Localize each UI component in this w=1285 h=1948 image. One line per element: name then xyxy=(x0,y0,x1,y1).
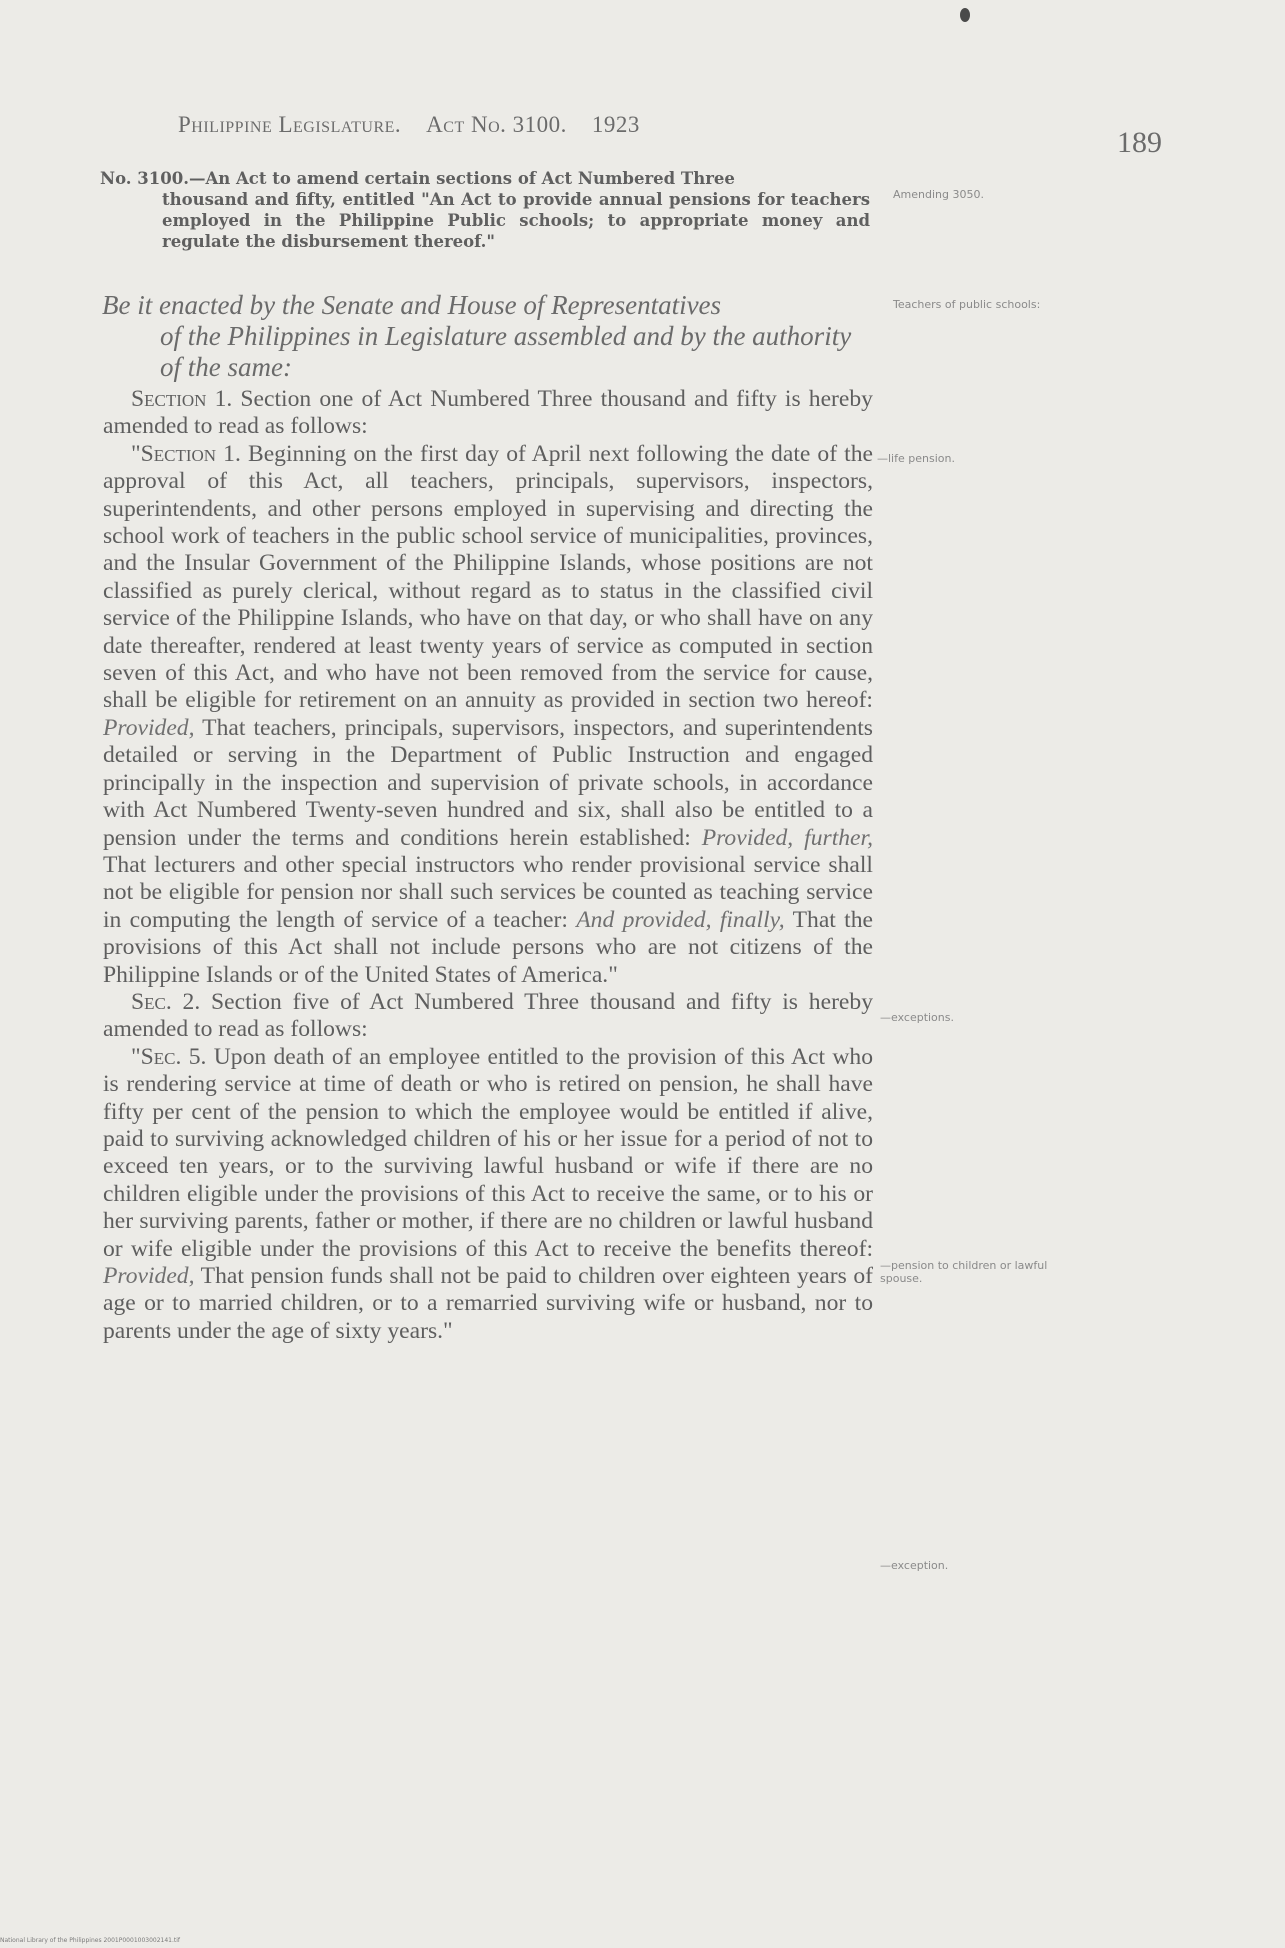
margin-note-teachers: Teachers of public schools: xyxy=(893,298,1041,311)
section-label: Section 1. xyxy=(131,386,233,412)
section-5-amended xyxy=(103,1044,873,1345)
act-heading-first-line: No. 3100.—An Act to amend certain sections of Act Numbered Three xyxy=(100,169,735,188)
legislature-title: Philippine Legislature. xyxy=(178,112,402,137)
section-label: "Sec. 5. xyxy=(131,1043,207,1070)
act-body xyxy=(103,386,873,1345)
ink-speck xyxy=(960,8,970,22)
proviso-label: Provided, xyxy=(103,1263,195,1289)
margin-note-exception: —exception. xyxy=(880,1559,949,1572)
section-text: Section five of Act Numbered Three thousand and fifty is hereby amended to read as follows: xyxy=(103,988,873,1043)
act-number: Act No. 3100. xyxy=(426,112,567,137)
year: 1923 xyxy=(591,112,640,137)
section-text: Upon death of an employee entitled to the provision of this Act who is rendering service at time of death or who is retired on pension, he shall have fifty per cent of the pension to which the employee would be entitled if alive, paid to surviving acknowledged children of his or her issue for a period of not to exceed ten years, or to the surviving lawful husband or wife if there are no children eligible under the provisions of this Act to receive the same, or to his or her surviving parents, father or mother, if there are no children or lawful husband or wife eligible under the provisions of this Act to receive the benefits thereof: xyxy=(103,1043,874,1262)
section-1-amended xyxy=(103,441,873,989)
proviso-label: And provided, finally, xyxy=(576,906,785,933)
section-1-intro xyxy=(103,386,873,441)
section-text: That the provisions of this Act shall not include persons who are not citizens of the Philippine Islands or of the United States of America." xyxy=(103,906,873,988)
section-label: Sec. 2. xyxy=(131,988,201,1015)
enacting-clause xyxy=(102,290,870,383)
page-number: 189 xyxy=(1117,126,1162,159)
section-label: "Section 1. xyxy=(131,440,241,467)
proviso-label: Provided, xyxy=(103,714,195,741)
section-text: Section one of Act Numbered Three thousand and fifty is hereby amended to read as follows: xyxy=(103,386,873,440)
act-heading xyxy=(100,168,870,252)
enacting-clause-first-line: Be it enacted by the Senate and House of Representatives xyxy=(102,290,722,320)
section-text: That pension funds shall not be paid to children over eighteen years of age or to married children, or to a remarried surviving wife or husband, nor to parents under the age of sixty years." xyxy=(103,1263,873,1344)
act-heading-continuation: thousand and fifty, entitled "An Act to provide annual pensions for teachers employed in the Philippine Public schools; to appropriate money and regulate the disbursement thereof." xyxy=(162,190,870,251)
proviso-label: Provided, further, xyxy=(701,824,873,851)
margin-note-life-pension: —life pension. xyxy=(877,452,955,465)
section-text: That lecturers and other special instructors who render provisional service shall not be eligible for pension nor shall such services be counted as teaching service in computing the length of service of a teacher: xyxy=(103,851,873,933)
enacting-clause-continuation: of the Philippines in Legislature assembled and by the authority of the same: xyxy=(160,321,852,382)
section-2-intro xyxy=(103,989,873,1044)
margin-note-amending: Amending 3050. xyxy=(893,188,984,201)
section-text: That teachers, principals, supervisors, inspectors, and superintendents detailed or serving in the Department of Public Instruction and engaged principally in the inspection and supervision of private schools, in accordance with Act Numbered Twenty-seven hundred and six, shall also be entitled to a pension under the terms and conditions herein established: xyxy=(103,714,873,851)
running-head xyxy=(178,112,640,138)
margin-note-pension-children: —pension to children or lawful spouse. xyxy=(880,1259,1048,1285)
section-text: Beginning on the first day of April next following the date of the approval of this Act, all teachers, principals, supervisors, inspectors, superintendents, and other persons employed in supervising and directing the school work of teachers in the public school service of municipalities, provinces, and the Insular Government of the Philippine Islands, whose positions are not classified as purely clerical, without regard as to status in the classified civil service of the Philippine Islands, who have on that day, or who shall have on any date thereafter, rendered at least twenty years of service as computed in section seven of this Act, and who have not been removed from the service for cause, shall be eligible for retirement on an annuity as provided in section two hereof: xyxy=(103,440,874,714)
scan-credit: National Library of the Philippines 2001P0001003002141.tif xyxy=(0,1937,181,1944)
margin-note-exceptions: —exceptions. xyxy=(880,1011,954,1024)
